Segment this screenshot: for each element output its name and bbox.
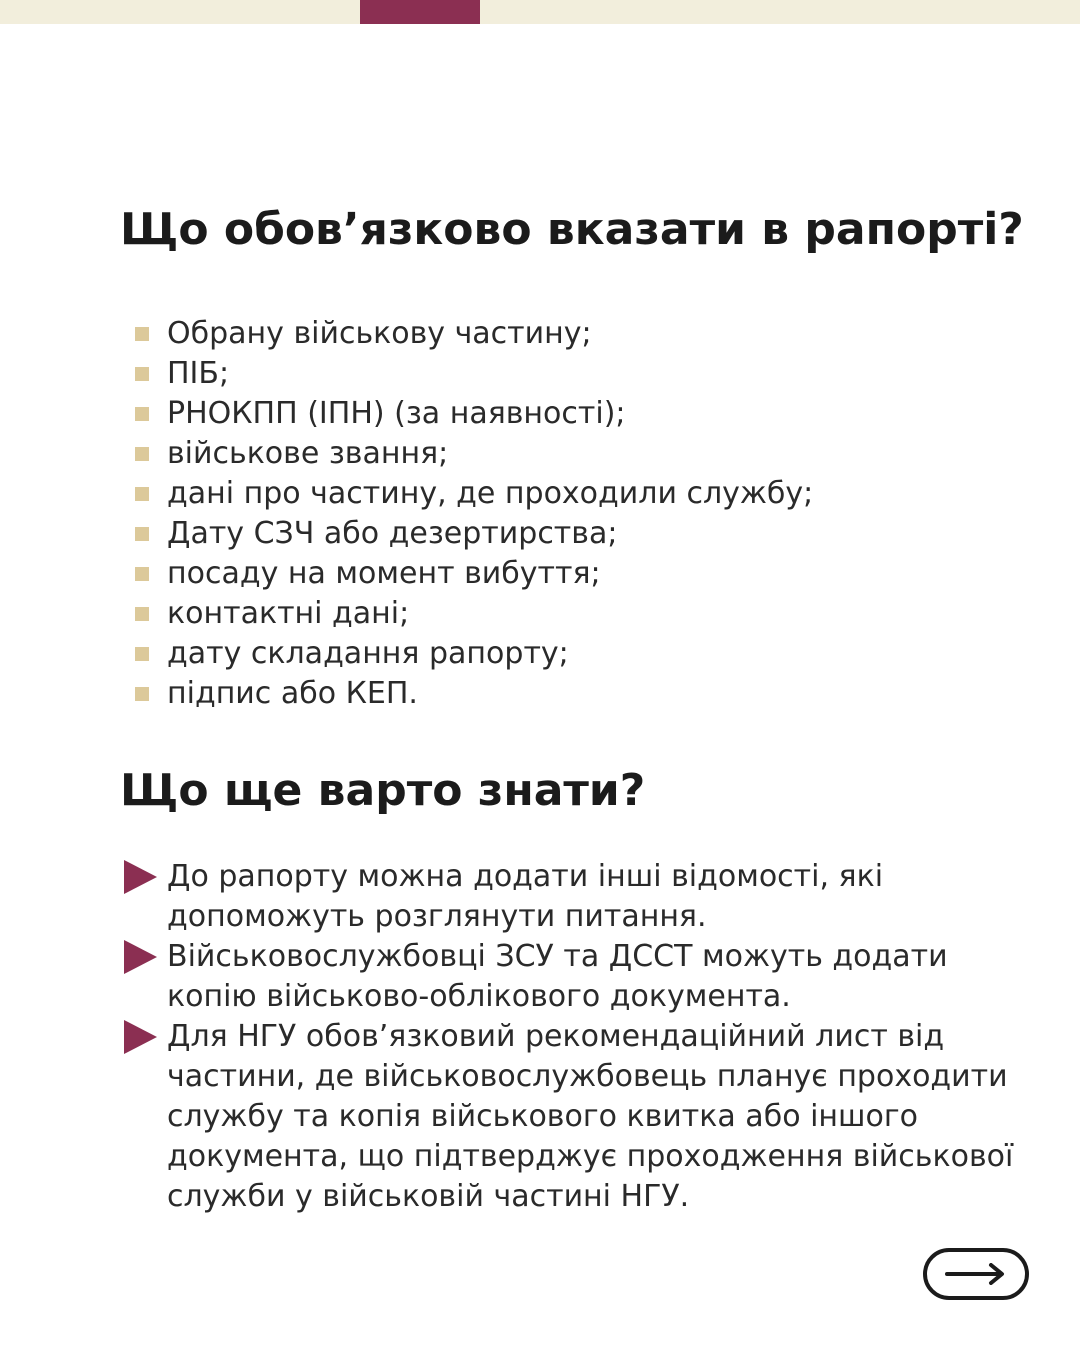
list-item-text: підпис або КЕП. (167, 676, 418, 711)
list-item-line: допоможуть розглянути питання. (167, 899, 707, 934)
triangle-bullet-icon (124, 940, 157, 974)
list-item (0, 394, 1080, 434)
square-bullet-icon (135, 327, 149, 341)
list-item-text: посаду на момент вибуття; (167, 556, 601, 591)
list-item-line: документа, що підтверджує проходження військової (167, 1139, 1014, 1174)
top-bar-accent (360, 0, 480, 24)
list-item-line: частини, де військовослужбовець планує проходити (167, 1059, 1008, 1094)
list-item-line: служби у військовій частині НГУ. (167, 1179, 690, 1214)
list-item-text: Обрану військову частину; (167, 316, 592, 351)
list-item (0, 314, 1080, 354)
list-item (0, 434, 1080, 474)
list-item (0, 354, 1080, 394)
list-item (0, 857, 1080, 937)
list-item-text: Дату СЗЧ або дезертирства; (167, 516, 618, 551)
square-bullet-icon (135, 527, 149, 541)
list-item-line: Військовослужбовці ЗСУ та ДССТ можуть додати (167, 939, 948, 974)
top-bar (0, 0, 1080, 24)
list-item-text: РНОКПП (ІПН) (за наявності); (167, 396, 626, 431)
list-item-line: копію військово-облікового документа. (167, 979, 791, 1014)
square-bullet-icon (135, 567, 149, 581)
square-bullet-icon (135, 367, 149, 381)
list-item-text: дані про частину, де проходили службу; (167, 476, 814, 511)
list-item-line: Для НГУ обов’язковий рекомендаційний лист від (167, 1019, 945, 1054)
next-button[interactable] (923, 1248, 1029, 1300)
square-bullet-icon (135, 687, 149, 701)
list-item (0, 514, 1080, 554)
square-bullet-icon (135, 607, 149, 621)
info-list (0, 857, 1080, 1217)
list-item (0, 1017, 1080, 1217)
list-item-text: дату складання рапорту; (167, 636, 569, 671)
list-item-line: службу та копія військового квитка або іншого (167, 1099, 918, 1134)
required-fields-list (0, 314, 1080, 714)
list-item (0, 594, 1080, 634)
square-bullet-icon (135, 447, 149, 461)
section-title-info: Що ще варто знати? (120, 765, 646, 816)
list-item (0, 474, 1080, 514)
list-item (0, 634, 1080, 674)
arrow-right-icon (945, 1263, 1007, 1285)
list-item (0, 937, 1080, 1017)
square-bullet-icon (135, 407, 149, 421)
square-bullet-icon (135, 647, 149, 661)
list-item-text: ПІБ; (167, 356, 230, 391)
triangle-bullet-icon (124, 1020, 157, 1054)
list-item (0, 674, 1080, 714)
section-title-required: Що обов’язково вказати в рапорті? (120, 204, 1024, 255)
square-bullet-icon (135, 487, 149, 501)
list-item-text: військове звання; (167, 436, 449, 471)
list-item-line: До рапорту можна додати інші відомості, які (167, 859, 884, 894)
list-item-text: контактні дані; (167, 596, 410, 631)
triangle-bullet-icon (124, 860, 157, 894)
list-item (0, 554, 1080, 594)
